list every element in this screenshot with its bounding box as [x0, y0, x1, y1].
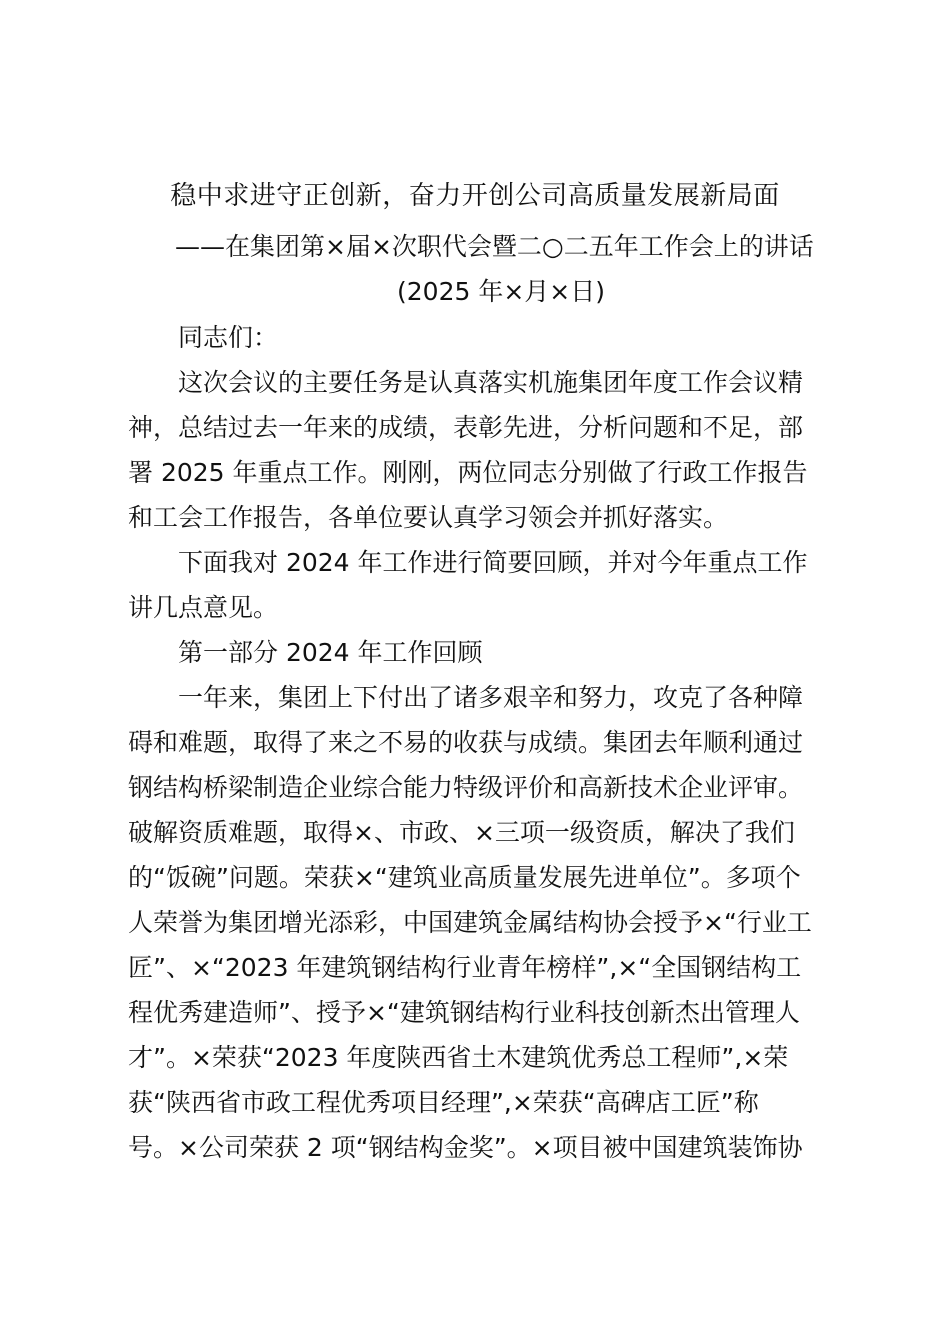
paragraph-line: 神，总结过去一年来的成绩，表彰先进，分析问题和不足，部 [128, 413, 804, 442]
paragraph-line: 下面我对 2024 年工作进行简要回顾，并对今年重点工作 [178, 548, 808, 577]
paragraph-line: 人荣誉为集团增光添彩，中国建筑金属结构协会授予×“行业工 [128, 908, 812, 937]
paragraph-line: 破解资质难题，取得×、市政、×三项一级资质，解决了我们 [128, 818, 795, 847]
paragraph-line: 钢结构桥梁制造企业综合能力特级评价和高新技术企业评审。 [128, 773, 804, 802]
paragraph-line: 获“陕西省市政工程优秀项目经理”,×荣获“高碑店工匠”称 [128, 1088, 759, 1117]
paragraph-line: 署 2025 年重点工作。刚刚，两位同志分别做了行政工作报告 [128, 458, 808, 487]
paragraph-line: 和工会工作报告，各单位要认真学习领会并抓好落实。 [128, 503, 729, 532]
paragraph-line: 程优秀建造师”、授予×“建筑钢结构行业科技创新杰出管理人 [128, 998, 800, 1027]
document-date: (2025 年×月×日) [397, 277, 605, 306]
paragraph-line: 号。×公司荣获 2 项“钢结构金奖”。×项目被中国建筑装饰协 [128, 1133, 803, 1162]
document-title: 稳中求进守正创新，奋力开创公司高质量发展新局面 [170, 181, 780, 211]
paragraph-line: 这次会议的主要任务是认真落实机施集团年度工作会议精 [178, 368, 804, 397]
section-heading: 第一部分 2024 年工作回顾 [178, 638, 483, 667]
document-body [128, 315, 828, 1170]
paragraph-line: 匠”、×“2023 年建筑钢结构行业青年榜样”,×“全国钢结构工 [128, 953, 802, 982]
paragraph-line: 的“饭碗”问题。荣获×“建筑业高质量发展先进单位”。多项个 [128, 863, 801, 892]
paragraph-line: 讲几点意见。 [128, 593, 279, 622]
salutation: 同志们： [178, 323, 279, 352]
paragraph-line: 才”。×荣获“2023 年度陕西省土木建筑优秀总工程师”,×荣 [128, 1043, 789, 1072]
document-subtitle: ——在集团第×届×次职代会暨二○二五年工作会上的讲话 [175, 232, 814, 261]
paragraph-line: 碍和难题，取得了来之不易的收获与成绩。集团去年顺利通过 [128, 728, 804, 757]
paragraph-line: 一年来，集团上下付出了诸多艰辛和努力，攻克了各种障 [178, 683, 804, 712]
